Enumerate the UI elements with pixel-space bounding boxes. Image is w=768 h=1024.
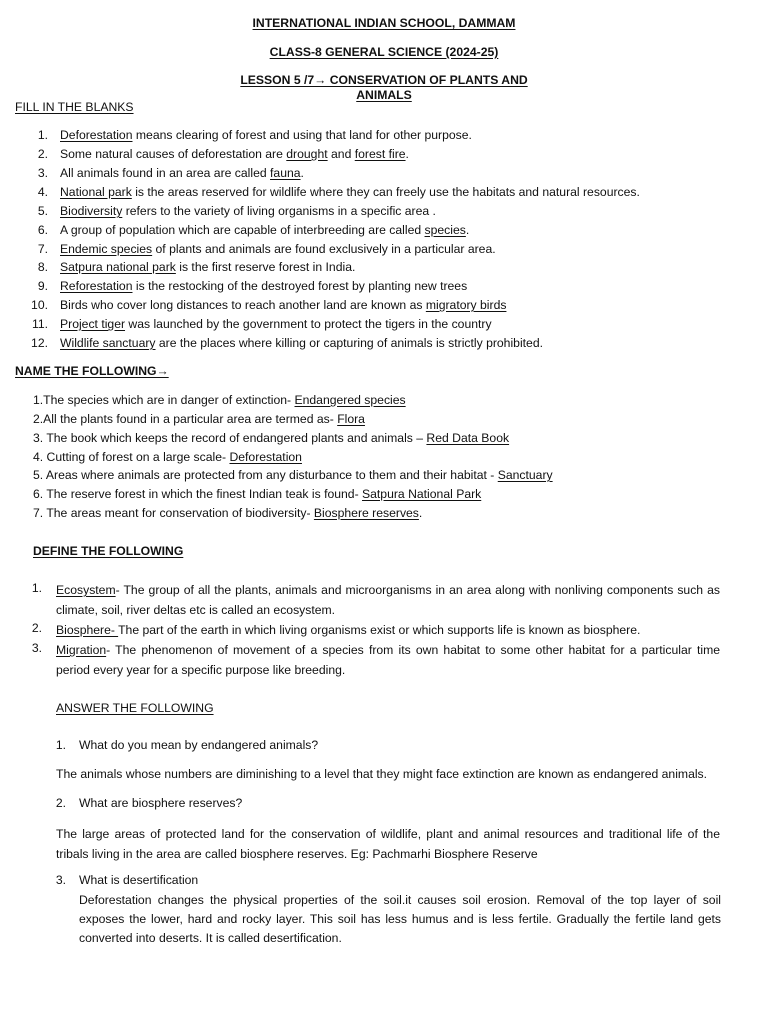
underlined-answer: species [424,223,466,237]
list-item [60,260,355,275]
underlined-answer: forest fire [354,147,406,161]
list-number: 7. [37,242,48,256]
lesson-title-line2: ANIMALS [356,88,412,103]
underlined-answer: Deforestation [229,450,302,464]
item-text: is the restocking of the destroyed forest by planting new trees [132,279,468,293]
list-item [60,166,304,181]
underlined-answer: Migration [56,643,107,657]
list-number: 4. [37,185,48,199]
underlined-answer: Red Data Book [426,431,510,445]
underlined-answer: Reforestation [60,279,133,293]
list-item [33,468,553,483]
underlined-answer: Ecosystem [56,583,116,597]
list-item [60,185,640,200]
underlined-answer: National park [60,185,132,199]
item-text: . [465,223,470,237]
item-text: are the places where killing or capturing of animals is strictly prohibited. [155,336,543,350]
list-item [56,641,720,680]
underlined-answer: fauna [270,166,301,180]
answer-3: Deforestation changes the physical properties of the soil.it causes soil erosion. Removal of the top layer of soil exposes the lower, hard and rocky layer. This soil has less humus and is less fertile. Gradually the fertile land gets converted into deserts. It is called desertification. [79,893,721,945]
item-text: - The phenomenon of movement of a species from its own habitat to some other habitat for a particular time period every year for a specific purpose like breeding. [56,643,720,677]
list-item [56,621,720,641]
list-number: 3. [37,166,48,180]
underlined-answer: Biosphere- [56,623,119,637]
school-title: INTERNATIONAL INDIAN SCHOOL, DAMMAM [252,16,516,30]
item-text: 2.All the plants found in a particular area are termed as- [33,412,338,426]
underlined-answer: drought [286,147,328,161]
underlined-answer: Project tiger [60,317,126,331]
underlined-answer: Satpura national park [60,260,176,274]
list-item [60,298,506,313]
list-number: 8. [37,260,48,274]
underlined-answer: Endemic species [60,242,153,256]
item-text: Some natural causes of deforestation are [60,147,287,161]
define-heading: DEFINE THE FOLLOWING [33,544,184,558]
list-item [56,581,720,620]
list-item [33,450,302,465]
list-item [60,279,467,294]
list-item [60,317,492,332]
underlined-answer: Biodiversity [60,204,123,218]
list-number: 9. [37,279,48,293]
list-number: 2. [37,147,48,161]
name-heading: NAME THE FOLLOWING→ [15,364,169,378]
item-text: 3. The book which keeps the record of endangered plants and animals – [33,431,427,445]
item-text: 1.The species which are in danger of extinction- [33,393,295,407]
item-text: Birds who cover long distances to reach another land are known as [60,298,426,312]
lesson-title-line1: LESSON 5 /7→ CONSERVATION OF PLANTS AND [240,73,528,87]
item-text: is the first reserve forest in India. [175,260,356,274]
answer-heading: ANSWER THE FOLLOWING [56,701,214,715]
question-1: What do you mean by endangered animals? [79,738,319,752]
item-text: The part of the earth in which living organisms exist or which supports life is known as biosphere. [118,623,641,637]
item-text: 6. The reserve forest in which the finest Indian teak is found- [33,487,363,501]
underlined-answer: Endangered species [294,393,406,407]
answer-1: The animals whose numbers are diminishing to a level that they might face extinction are known as endangered animals. [56,767,708,781]
lesson-title [0,73,768,104]
underlined-answer: Deforestation [60,128,133,142]
answer-2: The large areas of protected land for the conservation of wildlife, plant and animal resources and traditional life of the tribals living in the area are called biosphere reserves. Eg: Pachmarhi Biosphere Reserve [56,827,720,861]
item-text: All animals found in an area are called [60,166,271,180]
list-item [33,487,481,502]
underlined-answer: Biosphere reserves [313,506,419,520]
underlined-answer: Wildlife sanctuary [60,336,156,350]
fill-heading: FILL IN THE BLANKS [15,100,134,114]
list-number: 1. [37,128,48,142]
item-text: means clearing of forest and using that land for other purpose. [132,128,472,142]
item-text: 7. The areas meant for conservation of biodiversity- [33,506,314,520]
item-text: . [300,166,304,180]
item-text: . [405,147,409,161]
item-text: 5. Areas where animals are protected from any disturbance to them and their habitat - [33,468,498,482]
item-text: is the areas reserved for wildlife where they can freely use the habitats and natural resources. [131,185,640,199]
question-number: 2. [55,796,66,810]
list-number: 1. [31,581,42,595]
underlined-answer: migratory birds [425,298,507,312]
list-number: 5. [37,204,48,218]
list-item [60,128,472,143]
question-2: What are biosphere reserves? [79,796,243,810]
item-text: was launched by the government to protect the tigers in the country [125,317,492,331]
item-text: and [327,147,355,161]
question-number: 3. [55,873,66,887]
list-number: 10. [31,298,48,312]
list-item [60,204,436,219]
item-text: - The group of all the plants, animals and microorganisms in an area along with nonliving components such as climate, soil, river deltas etc is called an ecosystem. [56,583,720,617]
underlined-answer: Sanctuary [497,468,553,482]
question-3: What is desertification [79,873,199,887]
list-number: 11. [31,317,48,331]
list-item [60,336,543,351]
list-item [60,223,469,238]
list-item [33,506,422,521]
item-text: 4. Cutting of forest on a large scale- [33,450,230,464]
list-number: 3. [31,641,42,655]
list-item [33,393,406,408]
list-item [33,412,365,427]
item-text: of plants and animals are found exclusively in a particular area. [152,242,496,256]
underlined-answer: Satpura National Park [362,487,482,501]
item-text: A group of population which are capable of interbreeding are called [60,223,425,237]
class-title: CLASS-8 GENERAL SCIENCE (2024-25) [269,45,499,59]
list-number: 2. [31,621,42,635]
item-text: refers to the variety of living organisms in a specific area . [122,204,436,218]
list-number: 6. [37,223,48,237]
list-item [33,431,509,446]
underlined-answer: Flora [337,412,365,426]
list-number: 12. [31,336,48,350]
item-text: . [418,506,423,520]
question-number: 1. [55,738,66,752]
list-item [60,147,409,162]
list-item [60,242,496,257]
